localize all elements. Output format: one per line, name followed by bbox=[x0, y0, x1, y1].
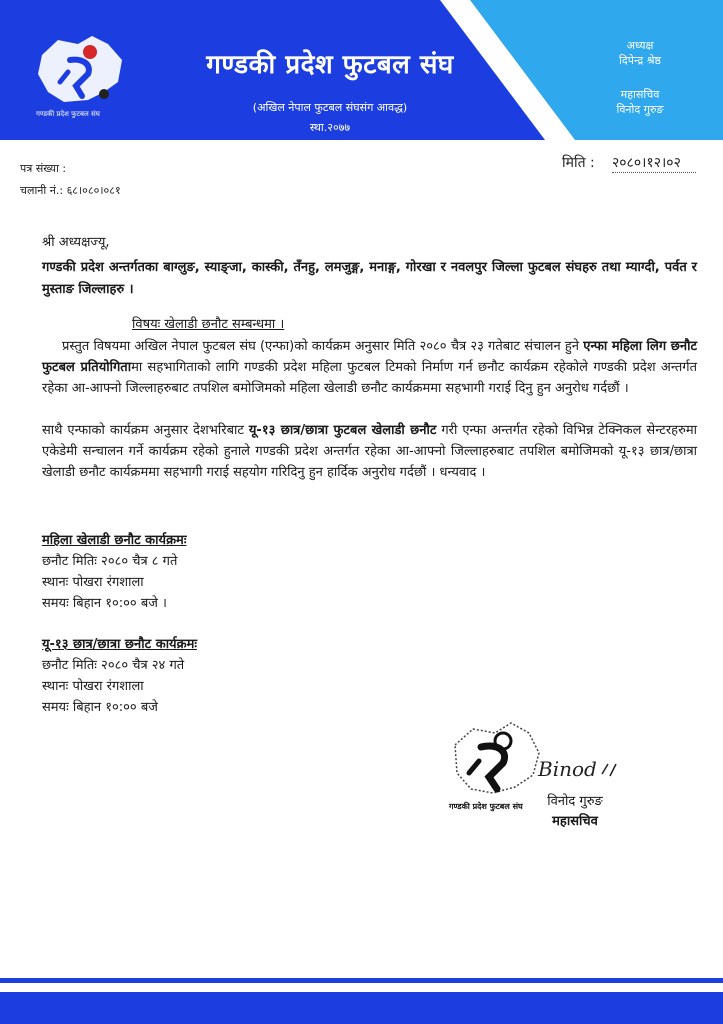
signer-block bbox=[530, 792, 620, 832]
paragraph-1 bbox=[42, 336, 697, 399]
paragraph-1-part-c: मा सहभागिताको लागि गण्डकी प्रदेश महिला फुटबल टिमको निर्माण गर्न छनौट कार्यक्रम रहेकोले गण्डकी प्रदेश अन्तर्गत रहेका आ-आफ्नो जिल्लाहरुबाट तपशिल बमोजिमको महिला खेलाडी छनौट कार्यक्रममा सहभागी गराई दिनु हुन अनुरोध गर्दछौं । bbox=[42, 360, 697, 396]
program-date: छनौट मितिः २०८० चैत्र ८ गते bbox=[42, 554, 178, 569]
paragraph-1-part-a: प्रस्तुत विषयमा अखिल नेपाल फुटबल संघ (एन्फा)को कार्यक्रम अनुसार मिति २०८० चैत्र २३ गतेबाट संचालन हुने bbox=[62, 339, 584, 354]
organization-name: गण्डकी प्रदेश फुटबल संघ bbox=[206, 50, 454, 80]
president-title: अध्यक्ष bbox=[626, 39, 654, 52]
program-time: समयः बिहान १०:०० बजे । bbox=[42, 596, 167, 611]
officers-block bbox=[585, 38, 695, 117]
signature-text: Binod bbox=[538, 757, 597, 781]
program-u13-selection bbox=[42, 634, 697, 718]
program-venue: स्थानः पोखरा रंगशाला bbox=[42, 679, 144, 694]
dispatch-number: ६८।०८०।०८१ bbox=[66, 184, 121, 197]
footer-bar bbox=[0, 992, 723, 1024]
signer-name: विनोद गुरुङ bbox=[547, 794, 603, 809]
paragraph-2-bold: यू-१३ छात्र/छात्रा फुटबल खेलाडी छनौट bbox=[248, 423, 437, 438]
salutation: श्री अध्यक्षज्यू, bbox=[42, 235, 110, 250]
date-label: मिति : bbox=[562, 155, 595, 171]
organization-established: स्था.२०७७ bbox=[309, 121, 351, 134]
handwritten-signature bbox=[536, 746, 626, 788]
president-name: दिपेन्द्र श्रेष्ठ bbox=[619, 54, 661, 67]
logo-caption: गण्डकी प्रदेश फुटबल संघ bbox=[36, 110, 100, 118]
association-logo-icon bbox=[30, 30, 130, 120]
recipient-address: गण्डकी प्रदेश अन्तर्गतका बाग्लुङ, स्याङ्जा, कास्की, तँनहु, लमजुङ्ग, मनाङ्ग, गोरखा र नवलपुर जिल्ला फुटबल संघहरु तथा म्याग्दी, पर्वत र मुस्ताङ जिल्लाहरु । bbox=[42, 260, 697, 297]
paragraph-2 bbox=[42, 420, 697, 483]
dispatch-line bbox=[20, 183, 121, 198]
paragraph-2-part-c: गरी एन्फा अन्तर्गत रहेको विभिन्न टेक्निकल सेन्टरहरुमा एकेडेमी सन्चालन गर्ने कार्यक्रम रहेको हुनाले गण्डकी प्रदेश अन्तर्गत रहेका आ-आफ्नो जिल्लाहरुबाट तपशिल बमोजिमको यू-१३ छात्र/छात्रा खेलाडी छनौट कार्यक्रममा सहभागी गराई सहयोग गरिदिनु हुन हार्दिक अनुरोध गर्दछौं । धन्यवाद । bbox=[42, 423, 697, 480]
footer-rule bbox=[0, 978, 723, 983]
subject-line bbox=[132, 314, 432, 335]
letter-number-label: पत्र संख्या : bbox=[20, 162, 67, 175]
program-venue: स्थानः पोखरा रंगशाला bbox=[42, 575, 144, 590]
program-time: समयः बिहान १०:०० बजे bbox=[42, 700, 158, 715]
organization-affiliation: (अखिल नेपाल फुटबल संघसंग आवद्ध) bbox=[252, 101, 408, 114]
program-women-selection bbox=[42, 530, 697, 614]
program-heading: महिला खेलाडी छनौट कार्यक्रमः bbox=[42, 533, 187, 548]
secretary-name: विनोद गुरुङ bbox=[616, 103, 664, 116]
date-value: २०८०।१२।०२ bbox=[612, 153, 696, 173]
program-heading: यू-१३ छात्र/छात्रा छनौट कार्यक्रमः bbox=[42, 637, 197, 652]
subject-text: विषयः खेलाडी छनौट सम्बन्धमा । bbox=[132, 317, 285, 332]
paragraph-1-bold: एन्फा महिला लिग छनौट फुटबल प्रतियोगिता bbox=[42, 339, 697, 375]
letterhead bbox=[0, 0, 723, 140]
dispatch-label: चलानी नं.: bbox=[20, 184, 64, 197]
secretary-title: महासचिव bbox=[620, 88, 660, 101]
program-date: छनौट मितिः २०८० चैत्र २४ गते bbox=[42, 658, 185, 673]
signer-title: महासचिव bbox=[552, 814, 598, 829]
paragraph-2-part-a: साथै एन्फाको कार्यक्रम अनुसार देशभरिबाट bbox=[42, 423, 249, 438]
stamp-caption: गण्डकी प्रदेश फुटबल संघ bbox=[449, 802, 523, 811]
